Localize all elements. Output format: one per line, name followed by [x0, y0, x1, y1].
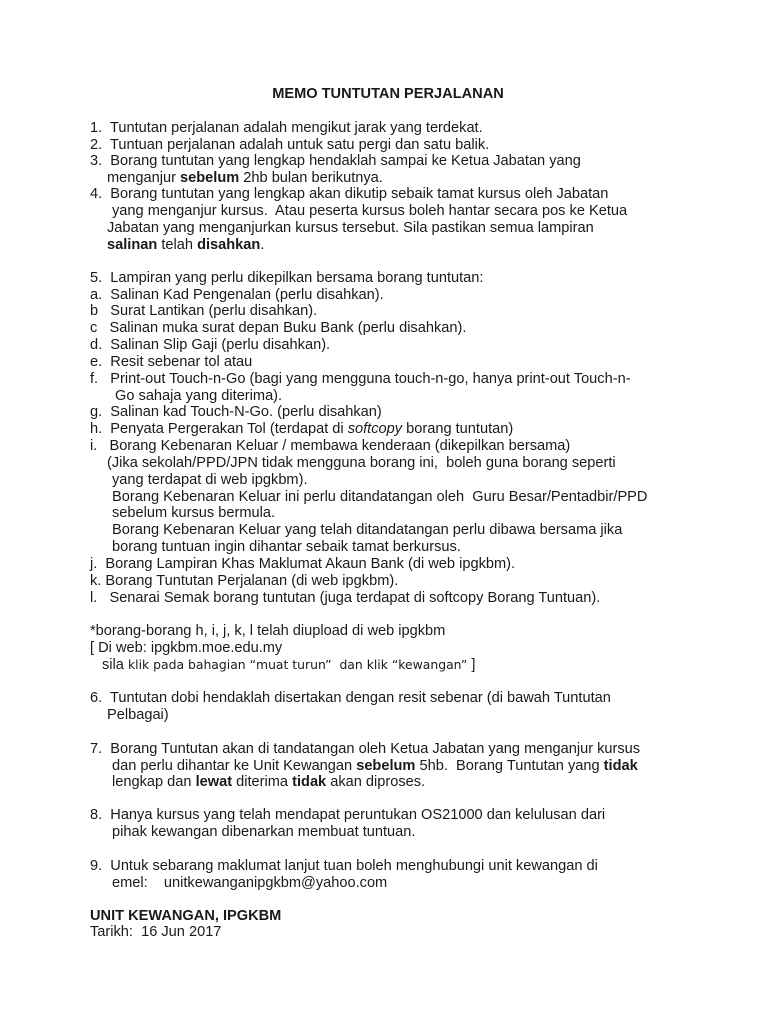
- footer-unit: UNIT KEWANGAN, IPGKBM: [90, 908, 282, 924]
- upload-note: *borang-borang h, i, j, k, l telah diupload di web ipgkbm: [90, 623, 446, 639]
- item-7-line-2: dan perlu dihantar ke Unit Kewangan sebelum 5hb. Borang Tuntutan yang tidak: [112, 758, 638, 774]
- item-3-line-2: menganjur sebelum 2hb bulan berikutnya.: [107, 170, 383, 186]
- website-note: [ Di web: ipgkbm.moe.edu.my: [90, 640, 283, 656]
- item-6-line-2: Pelbagai): [107, 707, 169, 723]
- item-8-line-2: pihak kewangan dibenarkan membuat tuntuan.: [112, 824, 416, 840]
- item-1: 1. Tuntutan perjalanan adalah mengikut jarak yang terdekat.: [90, 120, 483, 136]
- item-4-line-1: 4. Borang tuntutan yang lengkap akan dikutip sebaik tamat kursus oleh Jabatan: [90, 186, 609, 202]
- item-4-line-3: Jabatan yang menganjurkan kursus tersebut. Sila pastikan semua lampiran: [107, 220, 594, 236]
- attachment-e: e. Resit sebenar tol atau: [90, 354, 253, 370]
- attachment-a: a. Salinan Kad Pengenalan (perlu disahkan).: [90, 287, 384, 303]
- item-6-line-1: 6. Tuntutan dobi hendaklah disertakan dengan resit sebenar (di bawah Tuntutan: [90, 690, 611, 706]
- attachment-k: k. Borang Tuntutan Perjalanan (di web ipgkbm).: [90, 573, 399, 589]
- attachment-j: j. Borang Lampiran Khas Maklumat Akaun Bank (di web ipgkbm).: [90, 556, 516, 572]
- attachment-i-line-5: sebelum kursus bermula.: [112, 505, 276, 521]
- attachment-i-line-1: i. Borang Kebenaran Keluar / membawa kenderaan (dikepilkan bersama): [90, 438, 571, 454]
- attachment-f-line-2: Go sahaja yang diterima).: [115, 388, 283, 404]
- attachment-i-line-2: (Jika sekolah/PPD/JPN tidak mengguna borang ini, boleh guna borang seperti: [107, 455, 616, 471]
- footer-date: Tarikh: 16 Jun 2017: [90, 924, 222, 940]
- attachment-c: c Salinan muka surat depan Buku Bank (perlu disahkan).: [90, 320, 467, 336]
- item-7-line-3: lengkap dan lewat diterima tidak akan diproses.: [112, 774, 426, 790]
- item-2: 2. Tuntuan perjalanan adalah untuk satu pergi dan satu balik.: [90, 137, 490, 153]
- download-instruction: sila klik pada bahagian “muat turun” dan klik “kewangan” ]: [102, 657, 476, 673]
- item-3-line-1: 3. Borang tuntutan yang lengkap hendaklah sampai ke Ketua Jabatan yang: [90, 153, 581, 169]
- item-8-line-1: 8. Hanya kursus yang telah mendapat peruntukan OS21000 dan kelulusan dari: [90, 807, 606, 823]
- item-4-line-4: salinan telah disahkan.: [107, 237, 265, 253]
- attachment-h: h. Penyata Pergerakan Tol (terdapat di softcopy borang tuntutan): [90, 421, 514, 437]
- item-9-line-2: emel: unitkewanganipgkbm@yahoo.com: [112, 875, 388, 891]
- item-9-line-1: 9. Untuk sebarang maklumat lanjut tuan boleh menghubungi unit kewangan di: [90, 858, 598, 874]
- attachment-g: g. Salinan kad Touch-N-Go. (perlu disahkan): [90, 404, 382, 420]
- attachment-d: d. Salinan Slip Gaji (perlu disahkan).: [90, 337, 331, 353]
- attachment-b: b Surat Lantikan (perlu disahkan).: [90, 303, 318, 319]
- attachment-i-line-3: yang terdapat di web ipgkbm).: [112, 472, 308, 488]
- memo-title: MEMO TUNTUTAN PERJALANAN: [272, 86, 504, 102]
- attachment-i-line-6: Borang Kebenaran Keluar yang telah ditandatangan perlu dibawa bersama jika: [112, 522, 623, 538]
- item-5: 5. Lampiran yang perlu dikepilkan bersama borang tuntutan:: [90, 270, 484, 286]
- attachment-l: l. Senarai Semak borang tuntutan (juga terdapat di softcopy Borang Tuntuan).: [90, 590, 601, 606]
- item-7-line-1: 7. Borang Tuntutan akan di tandatangan oleh Ketua Jabatan yang menganjur kursus: [90, 741, 641, 757]
- attachment-i-line-7: borang tuntuan ingin dihantar sebaik tamat berkursus.: [112, 539, 461, 555]
- attachment-i-line-4: Borang Kebenaran Keluar ini perlu ditandatangan oleh Guru Besar/Pentadbir/PPD: [112, 489, 648, 505]
- item-4-line-2: yang menganjur kursus. Atau peserta kursus boleh hantar secara pos ke Ketua: [112, 203, 628, 219]
- attachment-f-line-1: f. Print-out Touch-n-Go (bagi yang mengguna touch-n-go, hanya print-out Touch-n-: [90, 371, 631, 387]
